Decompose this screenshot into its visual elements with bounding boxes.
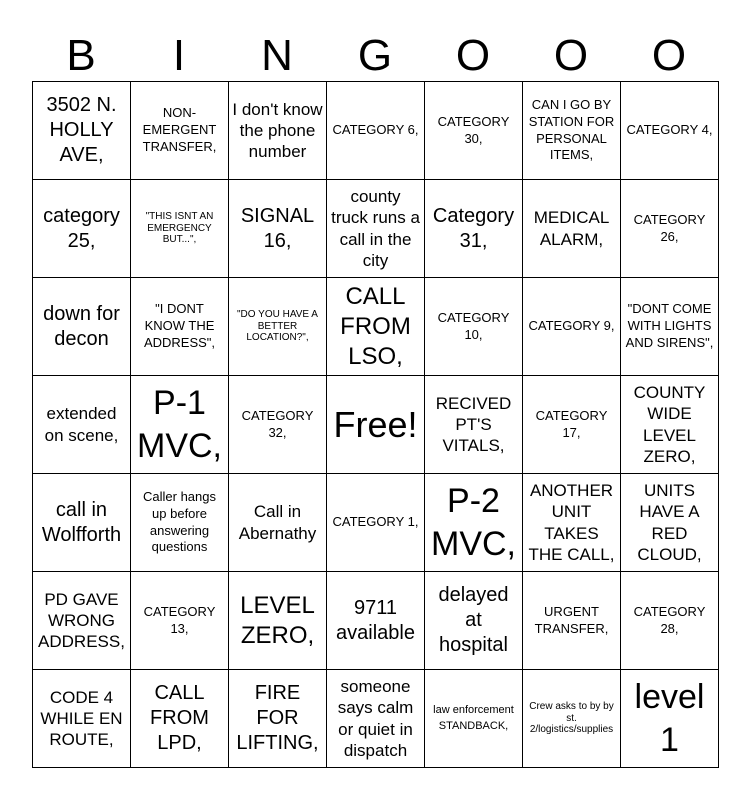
bingo-cell[interactable]: Caller hangs up before answering questions <box>131 474 229 572</box>
bingo-grid <box>32 81 719 768</box>
header-letter-n: N <box>261 31 293 80</box>
header-letter-o-2: O <box>553 31 589 80</box>
bingo-cell[interactable]: I don't know the phone number <box>229 82 327 180</box>
bingo-cell[interactable]: NON-EMERGENT TRANSFER, <box>131 82 229 180</box>
bingo-cell[interactable]: PD GAVE WRONG ADDRESS, <box>33 572 131 670</box>
header-letter-o-3: O <box>651 31 687 80</box>
bingo-cell[interactable]: CATEGORY 6, <box>327 82 425 180</box>
bingo-cell[interactable]: CATEGORY 9, <box>523 278 621 376</box>
bingo-cell[interactable]: delayed at hospital <box>425 572 523 670</box>
bingo-cell[interactable]: COUNTY WIDE LEVEL ZERO, <box>621 376 719 474</box>
bingo-cell[interactable]: CATEGORY 1, <box>327 474 425 572</box>
bingo-cell[interactable]: "DONT COME WITH LIGHTS AND SIRENS", <box>621 278 719 376</box>
header-letter-o-1: O <box>455 31 491 80</box>
bingo-cell[interactable]: CATEGORY 10, <box>425 278 523 376</box>
bingo-cell[interactable]: RECIVED PT'S VITALS, <box>425 376 523 474</box>
bingo-cell[interactable]: FIRE FOR LIFTING, <box>229 670 327 768</box>
bingo-cell[interactable]: CATEGORY 32, <box>229 376 327 474</box>
free-space[interactable]: Free! <box>327 376 425 474</box>
bingo-cell[interactable]: P-2 MVC, <box>425 474 523 572</box>
bingo-cell[interactable]: extended on scene, <box>33 376 131 474</box>
bingo-cell[interactable]: CALL FROM LPD, <box>131 670 229 768</box>
bingo-cell[interactable]: LEVEL ZERO, <box>229 572 327 670</box>
bingo-cell[interactable]: "I DONT KNOW THE ADDRESS", <box>131 278 229 376</box>
bingo-cell[interactable]: someone says calm or quiet in dispatch <box>327 670 425 768</box>
bingo-cell[interactable]: CODE 4 WHILE EN ROUTE, <box>33 670 131 768</box>
header-letter-b: B <box>66 31 96 80</box>
bingo-cell[interactable]: URGENT TRANSFER, <box>523 572 621 670</box>
bingo-cell[interactable]: CAN I GO BY STATION FOR PERSONAL ITEMS, <box>523 82 621 180</box>
bingo-cell[interactable]: Crew asks to by by st. 2/logistics/supplies <box>523 670 621 768</box>
bingo-header <box>32 30 718 82</box>
bingo-cell[interactable]: 9711 available <box>327 572 425 670</box>
bingo-cell[interactable]: level 1 <box>621 670 719 768</box>
bingo-cell[interactable]: "DO YOU HAVE A BETTER LOCATION?", <box>229 278 327 376</box>
bingo-cell[interactable]: ANOTHER UNIT TAKES THE CALL, <box>523 474 621 572</box>
bingo-cell[interactable]: CATEGORY 4, <box>621 82 719 180</box>
bingo-cell[interactable]: CATEGORY 17, <box>523 376 621 474</box>
bingo-cell[interactable]: CATEGORY 13, <box>131 572 229 670</box>
header-letter-i: I <box>172 31 186 80</box>
bingo-cell[interactable]: MEDICAL ALARM, <box>523 180 621 278</box>
bingo-cell[interactable]: Category 31, <box>425 180 523 278</box>
bingo-cell[interactable]: 3502 N. HOLLY AVE, <box>33 82 131 180</box>
bingo-cell[interactable]: CALL FROM LSO, <box>327 278 425 376</box>
bingo-cell[interactable]: law enforcement STANDBACK, <box>425 670 523 768</box>
header-letter-g: G <box>357 31 393 80</box>
bingo-cell[interactable]: county truck runs a call in the city <box>327 180 425 278</box>
bingo-cell[interactable]: UNITS HAVE A RED CLOUD, <box>621 474 719 572</box>
bingo-cell[interactable]: Call in Abernathy <box>229 474 327 572</box>
bingo-cell[interactable]: category 25, <box>33 180 131 278</box>
bingo-cell[interactable]: CATEGORY 28, <box>621 572 719 670</box>
bingo-cell[interactable]: CATEGORY 26, <box>621 180 719 278</box>
bingo-cell[interactable]: P-1 MVC, <box>131 376 229 474</box>
bingo-cell[interactable]: SIGNAL 16, <box>229 180 327 278</box>
bingo-cell[interactable]: CATEGORY 30, <box>425 82 523 180</box>
bingo-cell[interactable]: down for decon <box>33 278 131 376</box>
bingo-cell[interactable]: "THIS ISNT AN EMERGENCY BUT...", <box>131 180 229 278</box>
bingo-cell[interactable]: call in Wolfforth <box>33 474 131 572</box>
